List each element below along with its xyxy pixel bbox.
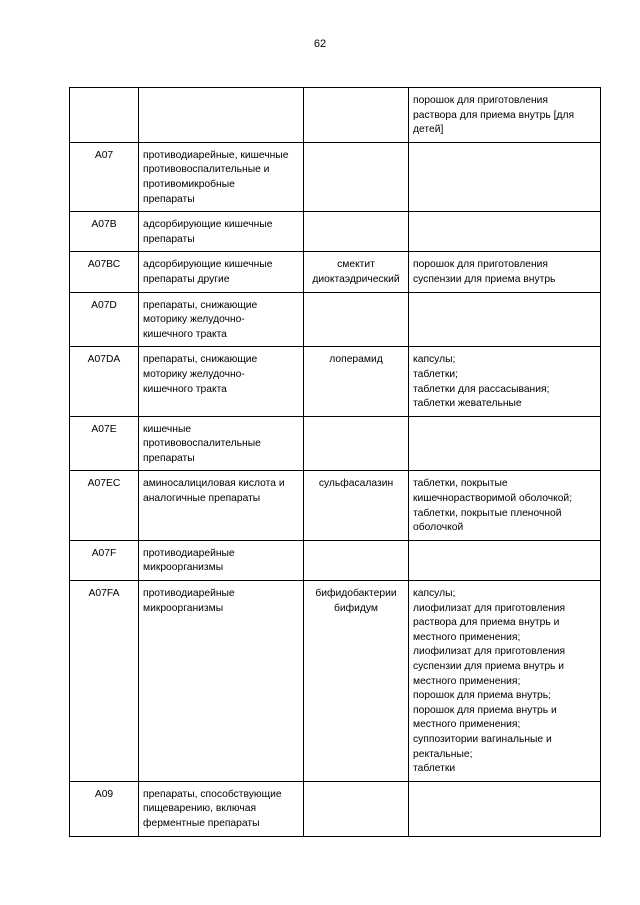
atc-code-cell: A07D bbox=[70, 292, 139, 347]
atc-code-cell: A07DA bbox=[70, 347, 139, 416]
atc-code-cell: А07ЕС bbox=[70, 471, 139, 540]
group-name-cell: противодиарейные, кишечные противовоспалительные и противомикробные препараты bbox=[139, 142, 304, 211]
dosage-form-cell: таблетки, покрытые кишечнорастворимой оболочкой; таблетки, покрытые пленочной оболочкой bbox=[409, 471, 601, 540]
inn-cell bbox=[304, 292, 409, 347]
dosage-form-cell: порошок для приготовления суспензии для приема внутрь bbox=[409, 252, 601, 292]
atc-code-cell: А07ВС bbox=[70, 252, 139, 292]
dosage-form-cell bbox=[409, 416, 601, 471]
drug-table bbox=[69, 87, 601, 837]
group-name-cell: противодиарейные микроорганизмы bbox=[139, 581, 304, 782]
inn-cell bbox=[304, 781, 409, 836]
atc-code-cell: А07 bbox=[70, 142, 139, 211]
inn-cell bbox=[304, 416, 409, 471]
table-row bbox=[70, 88, 601, 143]
inn-cell bbox=[304, 540, 409, 580]
table-row bbox=[70, 471, 601, 540]
table-row bbox=[70, 292, 601, 347]
group-name-cell bbox=[139, 88, 304, 143]
inn-cell: бифидобактерии бифидум bbox=[304, 581, 409, 782]
table-row bbox=[70, 781, 601, 836]
inn-cell: смектит диоктаэдрический bbox=[304, 252, 409, 292]
table-row bbox=[70, 581, 601, 782]
atc-code-cell: А07Е bbox=[70, 416, 139, 471]
atc-code-cell: A07F bbox=[70, 540, 139, 580]
atc-code-cell bbox=[70, 88, 139, 143]
group-name-cell: противодиарейные микроорганизмы bbox=[139, 540, 304, 580]
inn-cell: сульфасалазин bbox=[304, 471, 409, 540]
group-name-cell: препараты, снижающие моторику желудочно- кишечного тракта bbox=[139, 292, 304, 347]
group-name-cell: препараты, снижающие моторику желудочно- кишечного тракта bbox=[139, 347, 304, 416]
group-name-cell: аминосалициловая кислота и аналогичные препараты bbox=[139, 471, 304, 540]
dosage-form-cell: капсулы; лиофилизат для приготовления раствора для приема внутрь и местного применения; лиофилизат для приготовления суспензии для приема внутрь и местного применения; порошок для приема внутрь; порошок для приема внутрь и местного применения; суппозитории вагинальные и ректальные; таблетки bbox=[409, 581, 601, 782]
atc-code-cell: А09 bbox=[70, 781, 139, 836]
inn-cell bbox=[304, 142, 409, 211]
table-row bbox=[70, 347, 601, 416]
dosage-form-cell bbox=[409, 292, 601, 347]
table-row bbox=[70, 212, 601, 252]
group-name-cell: адсорбирующие кишечные препараты bbox=[139, 212, 304, 252]
group-name-cell: препараты, способствующие пищеварению, включая ферментные препараты bbox=[139, 781, 304, 836]
table-row bbox=[70, 252, 601, 292]
dosage-form-cell: порошок для приготовления раствора для приема внутрь [для детей] bbox=[409, 88, 601, 143]
table-row bbox=[70, 142, 601, 211]
inn-cell bbox=[304, 212, 409, 252]
inn-cell bbox=[304, 88, 409, 143]
table-row bbox=[70, 540, 601, 580]
page-number: 62 bbox=[313, 38, 327, 50]
group-name-cell: кишечные противовоспалительные препараты bbox=[139, 416, 304, 471]
dosage-form-cell bbox=[409, 212, 601, 252]
dosage-form-cell bbox=[409, 142, 601, 211]
atc-code-cell: A07FA bbox=[70, 581, 139, 782]
dosage-form-cell bbox=[409, 781, 601, 836]
dosage-form-cell bbox=[409, 540, 601, 580]
table-row bbox=[70, 416, 601, 471]
dosage-form-cell: капсулы; таблетки; таблетки для рассасывания; таблетки жевательные bbox=[409, 347, 601, 416]
group-name-cell: адсорбирующие кишечные препараты другие bbox=[139, 252, 304, 292]
inn-cell: лоперамид bbox=[304, 347, 409, 416]
atc-code-cell: А07В bbox=[70, 212, 139, 252]
